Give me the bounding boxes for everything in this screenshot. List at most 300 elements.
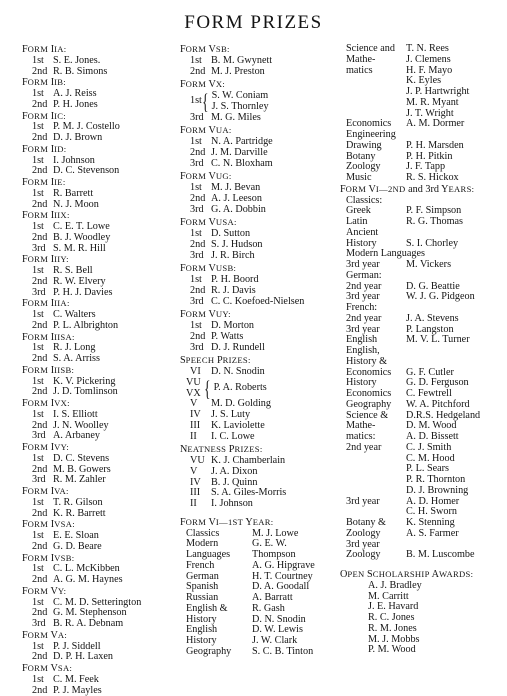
subject-label: 3rd year: [340, 325, 406, 336]
subject-row: [340, 400, 505, 411]
prize-rank: 2nd: [22, 509, 53, 520]
section-heading: FORM VI—2ND and 3rd YEARS:: [340, 184, 505, 196]
tied-names: [214, 383, 267, 394]
scholarship-winner: P. M. Wood: [340, 645, 505, 656]
prize-rank: II: [180, 499, 211, 510]
heading-smallcaps: ORM: [28, 586, 48, 596]
form-section: [22, 398, 172, 442]
prize-rank: 3rd: [180, 343, 211, 354]
subject-label: [340, 454, 406, 465]
subject-winner: S. I. Chorley: [406, 239, 458, 250]
prize-winner: J. A. Dixon: [211, 467, 257, 478]
subject-label: German:: [340, 271, 406, 282]
subject-label: Economics: [340, 389, 406, 400]
subject-winner: M. J. Lowe: [252, 529, 298, 540]
prize-row: [180, 286, 332, 297]
subject-winner: J. F. Tapp: [406, 162, 445, 173]
prize-winner: P. H. J. Davies: [53, 288, 112, 299]
subject-winner: A. Barratt: [252, 593, 293, 604]
prize-row: [22, 498, 172, 509]
subject-label: French:: [340, 303, 406, 314]
subject-label: French: [180, 561, 252, 572]
prize-winner: P. J. Mayles: [53, 686, 102, 696]
subject-row: [340, 314, 505, 325]
prize-rank: 1st: [22, 89, 53, 100]
subject-row: [340, 173, 505, 184]
heading-smallcaps: ORM: [28, 442, 48, 452]
section-heading: FORM VY:: [22, 586, 172, 598]
prize-winner: S. A. Arriss: [53, 354, 100, 365]
subject-winner: M. V. L. Turner: [406, 335, 470, 346]
subject-winner: A. S. Farmer: [406, 529, 459, 540]
form-section: [22, 663, 172, 696]
prize-winner: N. J. Moon: [53, 200, 99, 211]
heading-smallcaps: A:: [58, 630, 67, 640]
heading-smallcaps: ORM: [28, 630, 48, 640]
prize-row: [180, 499, 332, 510]
prize-winner: K. R. Barrett: [53, 509, 106, 520]
prize-rank: 3rd: [180, 113, 211, 124]
prize-rank: 2nd: [22, 387, 53, 398]
subject-label: 3rd year: [340, 292, 406, 303]
prize-rank: IV: [180, 410, 211, 421]
form-section: [180, 217, 332, 261]
prize-row: [180, 159, 332, 170]
form-section: [340, 44, 505, 184]
prize-row: [180, 148, 332, 159]
form-section: [22, 111, 172, 144]
heading-smallcaps: PEECH: [186, 355, 215, 365]
subject-winner: J. A. Stevens: [406, 314, 459, 325]
subject-label: History: [180, 636, 252, 647]
form-section: [180, 355, 332, 442]
prize-winner: R. S. Bell: [53, 266, 93, 277]
scholarship-winner: R. C. Jones: [340, 613, 505, 624]
prize-rank: 1st: [22, 410, 53, 421]
prize-rank: 3rd: [180, 205, 211, 216]
section-heading: FORM VUSB:: [180, 263, 332, 275]
heading-smallcaps: CHOLARSHIP: [373, 569, 430, 579]
prize-rank: 1st: [180, 183, 211, 194]
heading-smallcaps: VSA:: [54, 519, 75, 529]
section-heading: FORM IIE:: [22, 177, 172, 189]
subject-winner: D. G. Beattie: [406, 282, 460, 293]
subject-winner: R. S. Hickox: [406, 173, 459, 184]
subject-label: Modern: [180, 539, 252, 550]
section-heading: FORM IIA:: [22, 44, 172, 56]
prize-row: [22, 652, 172, 663]
heading-smallcaps: ORM: [28, 210, 48, 220]
subject-winner: G. F. Cutler: [406, 368, 454, 379]
prize-winner: C. E. T. Lowe: [53, 222, 110, 233]
form-section: [340, 569, 505, 656]
prize-row: [22, 431, 172, 442]
prize-rank: 2nd: [22, 233, 53, 244]
prize-rank: 3rd: [180, 251, 211, 262]
heading-smallcaps: ORM: [28, 486, 48, 496]
heading-smallcaps: ORM: [186, 171, 206, 181]
prize-winner: B. M. Gwynett: [211, 56, 272, 67]
subject-winner: C. J. Smith: [406, 443, 451, 454]
subject-label: Languages: [180, 550, 252, 561]
prize-winner: P. H. Jones: [53, 100, 98, 111]
subject-winner: J. P. Hartwright: [406, 87, 469, 98]
prize-winner: G. M. Stephenson: [53, 608, 127, 619]
heading-smallcaps: IISB:: [54, 365, 74, 375]
prize-winner: R. M. Zahler: [53, 475, 106, 486]
heading-smallcaps: ORM: [28, 144, 48, 154]
prize-row: [180, 367, 332, 378]
scholarship-winner: M. Carritt: [340, 592, 505, 603]
prize-row: [22, 542, 172, 553]
subject-winner: W. A. Pitchford: [406, 400, 470, 411]
prize-winner: D. Sutton: [211, 229, 250, 240]
prize-winner: M. D. Golding: [211, 399, 271, 410]
section-heading: NEATNESS PRIZES:: [180, 444, 332, 456]
subject-winner: J. Clemens: [406, 55, 451, 66]
prize-rank: 2nd: [180, 332, 211, 343]
prize-row: [22, 244, 172, 255]
section-heading: FORM VA:: [22, 630, 172, 642]
prize-row: [22, 642, 172, 653]
subject-label: Classics: [180, 529, 252, 540]
prize-winner: R. J. Davis: [211, 286, 256, 297]
prize-row: [22, 200, 172, 211]
subject-winner: G. E. W.: [252, 539, 287, 550]
subject-label: Drawing: [340, 141, 406, 152]
subject-winner: K. Eyles: [406, 76, 441, 87]
prize-rank: 3rd: [22, 619, 53, 630]
prize-rank: VI: [180, 367, 211, 378]
prize-winner: C. Walters: [53, 310, 96, 321]
prize-row: [180, 421, 332, 432]
subject-row: [180, 604, 332, 615]
prize-winner: P. H. Boord: [211, 275, 259, 286]
subject-row: [340, 271, 505, 282]
prize-winner: K. V. Pickering: [53, 377, 115, 388]
section-heading: FORM IIIA:: [22, 298, 172, 310]
heading-smallcaps: ORM: [28, 254, 48, 264]
form-section: [180, 79, 332, 123]
prize-row: [180, 297, 332, 308]
prize-rank: 1st: [22, 222, 53, 233]
subject-label: 3rd year: [340, 540, 406, 551]
prize-row: [22, 475, 172, 486]
subject-label: Geography: [340, 400, 406, 411]
prize-winner: P. L. Albrighton: [53, 321, 118, 332]
section-heading: FORM IVY:: [22, 442, 172, 454]
heading-smallcaps: ORM: [28, 519, 48, 529]
subject-label: Economics: [340, 119, 406, 130]
heading-smallcaps: VY:: [54, 442, 69, 452]
prize-row: [180, 332, 332, 343]
subject-label: History: [340, 239, 406, 250]
prize-row: [22, 675, 172, 686]
prize-winner: P. Watts: [211, 332, 243, 343]
section-heading: SPEECH PRIZES:: [180, 355, 332, 367]
heading-smallcaps: IC:: [54, 111, 66, 121]
prize-row: [180, 205, 332, 216]
subject-row: [340, 228, 505, 239]
prize-winner: M. G. Miles: [211, 113, 261, 124]
prize-rank: 3rd: [22, 431, 53, 442]
section-heading: FORM IIISA:: [22, 332, 172, 344]
tied-prize: [180, 91, 332, 113]
heading-smallcaps: EAR:: [253, 517, 274, 527]
prize-winner: B. J. Quinn: [211, 478, 257, 489]
subject-winner: R. G. Thomas: [406, 217, 463, 228]
section-heading: FORM VI—1ST YEAR:: [180, 517, 332, 529]
heading-smallcaps: SB:: [216, 44, 230, 54]
prize-winner: C. L. McKibben: [53, 564, 120, 575]
prize-row: [180, 432, 332, 443]
prize-rank: 3rd: [180, 297, 211, 308]
form-section: [22, 486, 172, 519]
tied-names: [212, 91, 269, 113]
prize-winner: D. C. Stevenson: [53, 166, 119, 177]
prize-row: [22, 277, 172, 288]
scholarship-winner: R. M. Jones: [340, 624, 505, 635]
subject-row: [340, 529, 505, 540]
prize-rank: 1st: [22, 598, 53, 609]
subject-winner: W. J. G. Pidgeon: [406, 292, 475, 303]
prize-row: [180, 56, 332, 67]
heading-smallcaps: IIX:: [54, 210, 70, 220]
prize-rank: 2nd: [22, 652, 53, 663]
prize-winner: J. S. Luty: [211, 410, 250, 421]
section-heading: FORM IID:: [22, 144, 172, 156]
heading-smallcaps: ORM: [28, 663, 48, 673]
prize-winner: D. P. H. Laxen: [53, 652, 113, 663]
subject-winner: P. F. Simpson: [406, 206, 461, 217]
heading-smallcaps: ORM: [186, 125, 206, 135]
prize-form: VX: [186, 389, 202, 400]
subject-winner: P. L. Sears: [406, 464, 449, 475]
prize-rank: 3rd: [180, 159, 211, 170]
prize-rank: 2nd: [22, 421, 53, 432]
prize-winner: B. J. Woodley: [53, 233, 110, 244]
heading-smallcaps: ORM: [186, 217, 206, 227]
prize-winner: S. J. Hudson: [211, 240, 263, 251]
subject-winner: H. F. Mayo: [406, 66, 452, 77]
subject-winner: C. H. Sworn: [406, 507, 457, 518]
subject-label: 3rd year: [340, 260, 406, 271]
heading-smallcaps: Y:: [58, 586, 66, 596]
form-section: [22, 177, 172, 210]
section-heading: FORM IIIX:: [22, 210, 172, 222]
subject-winner: D. J. Browning: [406, 486, 468, 497]
subject-label: 2nd year: [340, 282, 406, 293]
prize-rank: 1st: [22, 122, 53, 133]
prize-rank: 2nd: [22, 100, 53, 111]
prize-row: [22, 354, 172, 365]
subject-row: [340, 550, 505, 561]
prize-row: [22, 575, 172, 586]
prize-rank: III: [180, 488, 211, 499]
form-section: [22, 210, 172, 254]
prize-winner: S. A. Giles-Morris: [211, 488, 286, 499]
prize-rank: 1st: [22, 56, 53, 67]
prize-winner: A. G. M. Haynes: [53, 575, 123, 586]
subject-winner: C. Fewtrell: [406, 389, 452, 400]
prize-winner: I. S. Elliott: [53, 410, 98, 421]
prize-form: VU: [186, 378, 202, 389]
subject-label: History &: [340, 357, 406, 368]
prize-row: [22, 454, 172, 465]
prize-winner: R. Barrett: [53, 189, 93, 200]
subject-winner: K. Stenning: [406, 518, 455, 529]
heading-smallcaps: SA:: [58, 663, 72, 673]
prize-rank: III: [180, 421, 211, 432]
prize-winner: R. W. Elvery: [53, 277, 106, 288]
prize-rank: 2nd: [22, 277, 53, 288]
subject-winner: R. Gash: [252, 604, 285, 615]
subject-row: [340, 443, 505, 454]
prize-rank: 3rd: [22, 475, 53, 486]
column-3: [340, 44, 505, 656]
prize-rank: 1st: [22, 531, 53, 542]
prize-rank: II: [180, 432, 211, 443]
prize-rank: 1st: [180, 137, 211, 148]
heading-smallcaps: IB:: [54, 77, 66, 87]
prize-rank: 1st: [22, 454, 53, 465]
prize-row: [22, 56, 172, 67]
prize-rank: 2nd: [22, 133, 53, 144]
prize-row: [22, 67, 172, 78]
heading-smallcaps: EARS:: [449, 184, 475, 194]
subject-winner: D. A. Goodall: [252, 582, 309, 593]
subject-label: Zoology: [340, 162, 406, 173]
heading-smallcaps: IA:: [54, 44, 66, 54]
heading-smallcaps: ORM: [186, 79, 206, 89]
scholarship-winner: A. J. Bradley: [340, 581, 505, 592]
prize-winner: C. N. Bloxham: [211, 159, 273, 170]
subject-label: Music: [340, 173, 406, 184]
heading-smallcaps: USB:: [216, 263, 236, 273]
subject-label: [340, 98, 406, 109]
prize-row: [22, 288, 172, 299]
prize-winner: C. M. D. Setterington: [53, 598, 141, 609]
heading-smallcaps: VA:: [54, 486, 69, 496]
prize-winner: N. A. Partridge: [211, 137, 273, 148]
prize-row: [22, 509, 172, 520]
subject-winner: P. R. Thornton: [406, 475, 465, 486]
heading-smallcaps: RIZES:: [223, 355, 251, 365]
prize-winner: A. Arbaney: [53, 431, 100, 442]
prize-row: [22, 100, 172, 111]
prize-row: [180, 240, 332, 251]
subject-row: [340, 141, 505, 152]
form-section: [22, 365, 172, 398]
subject-label: English &: [180, 604, 252, 615]
heading-smallcaps: ORM: [346, 184, 366, 194]
subject-winner: Thompson: [252, 550, 296, 561]
heading-smallcaps: ORM: [28, 44, 48, 54]
prize-rank: 2nd: [22, 166, 53, 177]
prize-winner: P. A. Roberts: [214, 383, 267, 394]
section-heading: OPEN SCHOLARSHIP AWARDS:: [340, 569, 505, 581]
prize-winner: C. C. Koefoed-Nielsen: [211, 297, 304, 308]
form-section: [22, 44, 172, 77]
heading-smallcaps: IISA:: [54, 332, 75, 342]
subject-winner: M. R. Myant: [406, 98, 459, 109]
prize-rank: 1st: [22, 675, 53, 686]
heading-smallcaps: IIA:: [54, 298, 70, 308]
subject-label: Modern Languages: [340, 249, 406, 260]
heading-smallcaps: I—2ND: [376, 184, 406, 194]
prize-winner: M. J. Bevan: [211, 183, 260, 194]
prize-winner: E. E. Sloan: [53, 531, 99, 542]
prize-rank: 2nd: [180, 194, 211, 205]
prize-rank: 1st: [22, 564, 53, 575]
subject-label: Science and: [340, 44, 406, 55]
subject-winner: J. W. Clark: [252, 636, 297, 647]
prize-row: [180, 67, 332, 78]
subject-winner: S. C. B. Tinton: [252, 647, 313, 658]
form-section: [180, 171, 332, 215]
prize-rank: 1st: [180, 229, 211, 240]
heading-smallcaps: ORM: [186, 263, 206, 273]
subject-row: [340, 486, 505, 497]
heading-smallcaps: ORM: [28, 332, 48, 342]
prize-winner: I. Johnson: [53, 156, 95, 167]
prize-winner: D. J. Brown: [53, 133, 102, 144]
section-heading: FORM VUSA:: [180, 217, 332, 229]
subject-winner: A. G. Hipgrave: [252, 561, 315, 572]
column-2: [180, 44, 332, 658]
prize-rank: 2nd: [22, 321, 53, 332]
prize-row: [22, 387, 172, 398]
prize-winner: K. Laviolette: [211, 421, 265, 432]
subject-label: Ancient: [340, 228, 406, 239]
heading-smallcaps: ID:: [54, 144, 66, 154]
heading-smallcaps: IE:: [54, 177, 65, 187]
prize-winner: I. Johnson: [211, 499, 253, 510]
section-heading: FORM IIIY:: [22, 254, 172, 266]
prize-rank: 2nd: [22, 575, 53, 586]
subject-label: English,: [340, 346, 406, 357]
heading-smallcaps: EATNESS: [187, 444, 226, 454]
prize-winner: D. Morton: [211, 321, 254, 332]
heading-smallcaps: ORM: [28, 398, 48, 408]
section-heading: FORM VX:: [180, 79, 332, 91]
subject-label: [340, 87, 406, 98]
prize-winner: D. C. Stevens: [53, 454, 109, 465]
heading-smallcaps: IIY:: [54, 254, 69, 264]
prize-rank: 1st: [22, 498, 53, 509]
section-heading: FORM VUA:: [180, 125, 332, 137]
prize-winner: S. E. Jones.: [53, 56, 100, 67]
heading-smallcaps: PEN: [347, 569, 364, 579]
prize-row: [180, 467, 332, 478]
prize-row: [22, 686, 172, 696]
section-heading: FORM IIC:: [22, 111, 172, 123]
subject-label: Latin: [340, 217, 406, 228]
prize-rank: 2nd: [22, 686, 53, 696]
page-title: FORM PRIZES: [0, 12, 507, 34]
form-section: [22, 332, 172, 365]
section-heading: FORM IVSA:: [22, 519, 172, 531]
heading-smallcaps: ORM: [28, 365, 48, 375]
heading-smallcaps: UA:: [216, 125, 232, 135]
heading-smallcaps: UY:: [216, 309, 231, 319]
prize-rank: 1st: [22, 189, 53, 200]
prize-winner: C. M. Feek: [53, 675, 99, 686]
heading-smallcaps: WARDS:: [439, 569, 473, 579]
heading-smallcaps: ORM: [186, 517, 206, 527]
heading-smallcaps: ORM: [186, 309, 206, 319]
prize-winner: T. R. Gilson: [53, 498, 103, 509]
